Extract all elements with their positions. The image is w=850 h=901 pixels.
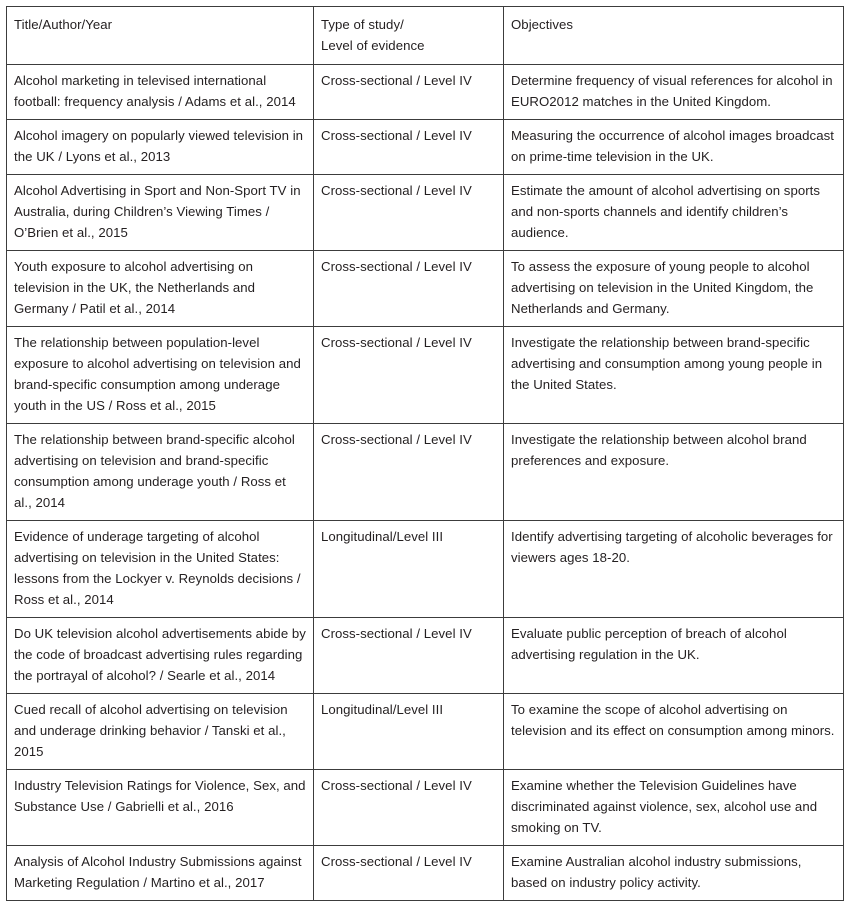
cell-title: Alcohol Advertising in Sport and Non-Sport TV in Australia, during Children’s Viewing Times / O’Brien et al., 2015 [7, 175, 314, 251]
cell-type: Longitudinal/Level III [314, 521, 504, 618]
cell-objectives: Investigate the relationship between brand-specific advertising and consumption among young people in the United States. [504, 327, 844, 424]
cell-type: Cross-sectional / Level IV [314, 846, 504, 901]
cell-type: Cross-sectional / Level IV [314, 618, 504, 694]
column-header-type-line2: Level of evidence [321, 38, 425, 53]
cell-objectives: Examine Australian alcohol industry submissions, based on industry policy activity. [504, 846, 844, 901]
column-header-title [7, 7, 314, 65]
table-row [7, 521, 844, 618]
cell-objectives: Identify advertising targeting of alcoholic beverages for viewers ages 18-20. [504, 521, 844, 618]
cell-type: Cross-sectional / Level IV [314, 65, 504, 120]
table-header-row [7, 7, 844, 65]
column-header-type-line1: Type of study/ [321, 17, 404, 32]
cell-title: Alcohol marketing in televised international football: frequency analysis / Adams et al., 2014 [7, 65, 314, 120]
table-row [7, 327, 844, 424]
cell-objectives: Investigate the relationship between alcohol brand preferences and exposure. [504, 424, 844, 521]
column-header-objectives [504, 7, 844, 65]
cell-title: The relationship between population-level exposure to alcohol advertising on television and brand-specific consumption among underage youth in the US / Ross et al., 2015 [7, 327, 314, 424]
table-row [7, 846, 844, 901]
column-header-type [314, 7, 504, 65]
table-header [7, 7, 844, 65]
cell-objectives: To assess the exposure of young people to alcohol advertising on television in the United Kingdom, the Netherlands and Germany. [504, 251, 844, 327]
column-header-objectives-text: Objectives [511, 17, 574, 32]
cell-title: Analysis of Alcohol Industry Submissions against Marketing Regulation / Martino et al., 2017 [7, 846, 314, 901]
cell-objectives: Measuring the occurrence of alcohol images broadcast on prime-time television in the UK. [504, 120, 844, 175]
cell-type: Cross-sectional / Level IV [314, 120, 504, 175]
cell-title: Cued recall of alcohol advertising on television and underage drinking behavior / Tanski et al., 2015 [7, 694, 314, 770]
cell-objectives: Examine whether the Television Guidelines have discriminated against violence, sex, alcohol use and smoking on TV. [504, 770, 844, 846]
table-row [7, 618, 844, 694]
cell-objectives: Estimate the amount of alcohol advertising on sports and non-sports channels and identify children’s audience. [504, 175, 844, 251]
cell-type: Cross-sectional / Level IV [314, 770, 504, 846]
table-row [7, 65, 844, 120]
cell-title: Alcohol imagery on popularly viewed television in the UK / Lyons et al., 2013 [7, 120, 314, 175]
table-body [7, 65, 844, 901]
table-row [7, 770, 844, 846]
cell-title: The relationship between brand-specific alcohol advertising on television and brand-specific consumption among underage youth / Ross et al., 2014 [7, 424, 314, 521]
cell-objectives: Determine frequency of visual references for alcohol in EURO2012 matches in the United Kingdom. [504, 65, 844, 120]
cell-type: Cross-sectional / Level IV [314, 424, 504, 521]
cell-type: Cross-sectional / Level IV [314, 175, 504, 251]
table-row [7, 120, 844, 175]
cell-type: Cross-sectional / Level IV [314, 327, 504, 424]
cell-title: Industry Television Ratings for Violence, Sex, and Substance Use / Gabrielli et al., 2016 [7, 770, 314, 846]
cell-title: Do UK television alcohol advertisements abide by the code of broadcast advertising rules regarding the portrayal of alcohol? / Searle et al., 2014 [7, 618, 314, 694]
table-row [7, 694, 844, 770]
table-row [7, 175, 844, 251]
cell-title: Youth exposure to alcohol advertising on television in the UK, the Netherlands and Germany / Patil et al., 2014 [7, 251, 314, 327]
cell-objectives: Evaluate public perception of breach of alcohol advertising regulation in the UK. [504, 618, 844, 694]
column-header-title-text: Title/Author/Year [14, 17, 113, 32]
cell-title: Evidence of underage targeting of alcohol advertising on television in the United States: lessons from the Lockyer v. Reynolds decisions / Ross et al., 2014 [7, 521, 314, 618]
studies-table [6, 6, 844, 901]
cell-type: Longitudinal/Level III [314, 694, 504, 770]
cell-type: Cross-sectional / Level IV [314, 251, 504, 327]
cell-objectives: To examine the scope of alcohol advertising on television and its effect on consumption among minors. [504, 694, 844, 770]
table-row [7, 251, 844, 327]
table-row [7, 424, 844, 521]
